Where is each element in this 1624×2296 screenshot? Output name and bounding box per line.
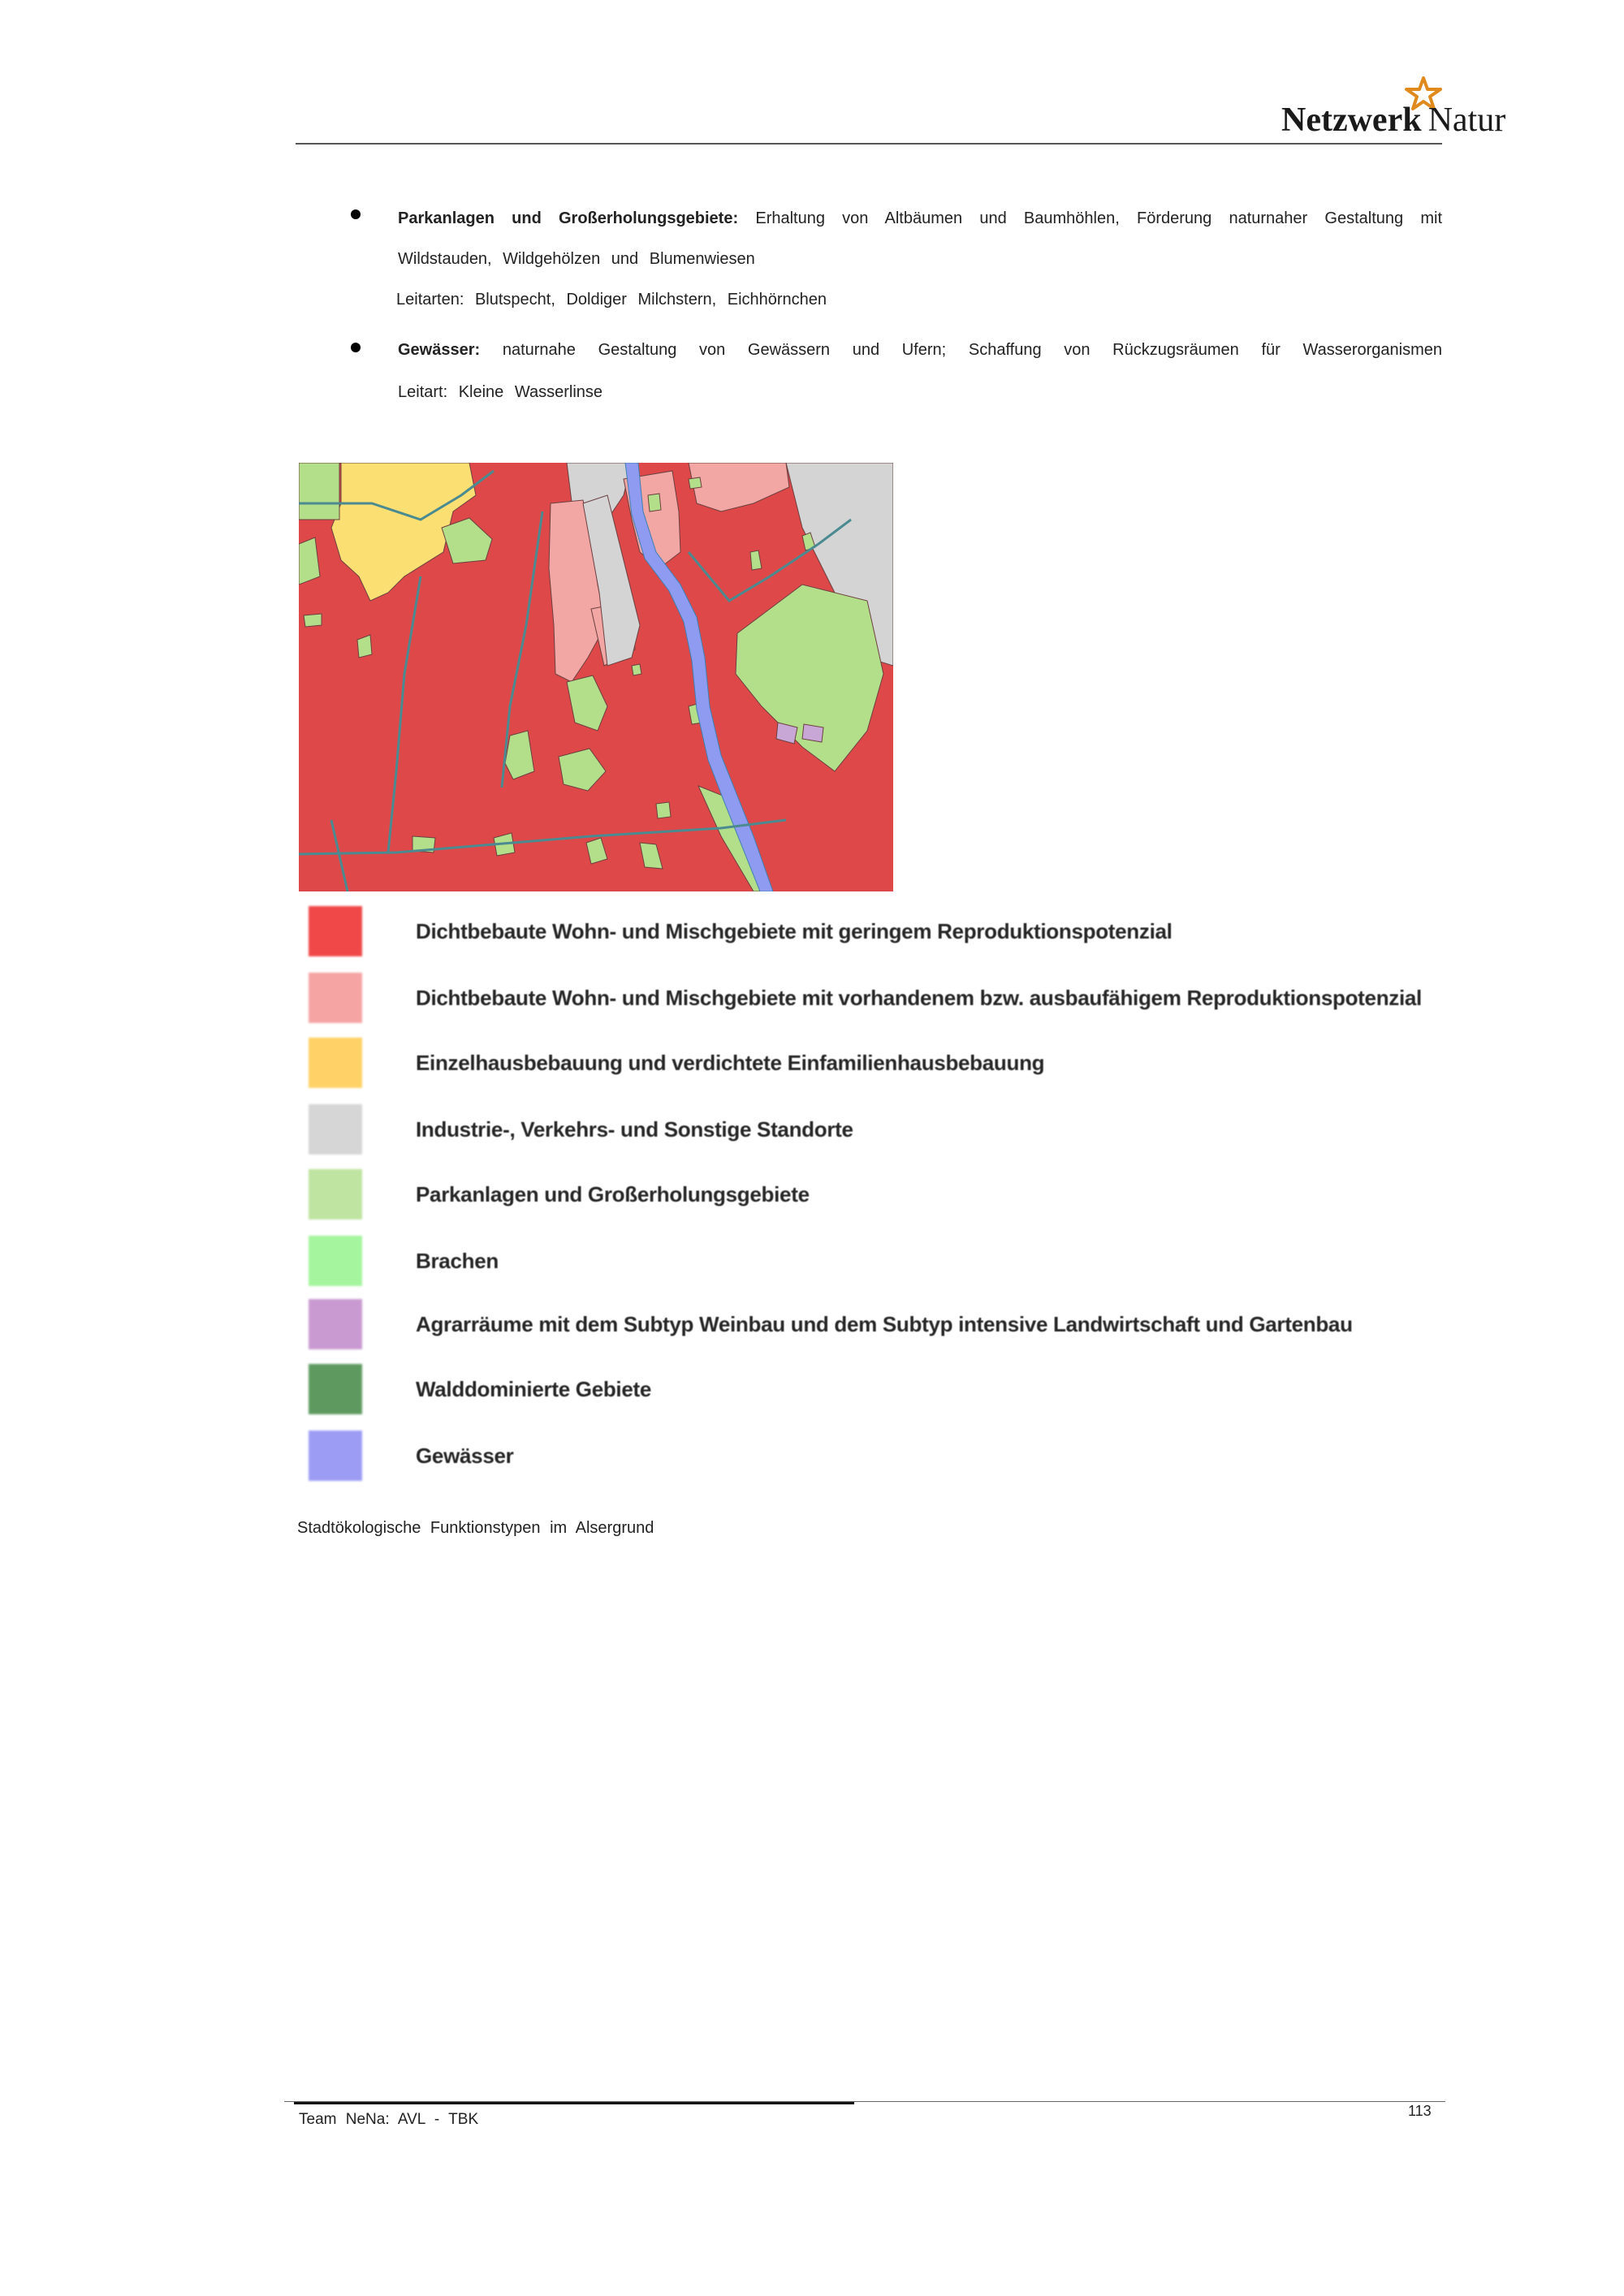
map-agrar-area xyxy=(802,724,823,742)
bullet-1-line-2: Wildstauden, Wildgehölzen und Blumenwiesen xyxy=(398,250,755,268)
legend-label: Industrie-, Verkehrs- und Sonstige Standorte xyxy=(416,1117,853,1142)
bullet-1-text: Erhaltung von Altbäumen und Baumhöhlen, Förderung naturnaher Gestaltung mit xyxy=(755,209,1443,227)
legend-label: Einzelhausbebauung und verdichtete Einfamilienhausbebauung xyxy=(416,1051,1045,1075)
bullet-1-lead: Parkanlagen und Großerholungsgebiete: xyxy=(398,209,739,227)
figure-caption: Stadtökologische Funktionstypen im Alsergrund xyxy=(297,1519,654,1537)
legend-item xyxy=(309,1364,1445,1416)
map-park-area xyxy=(656,802,671,818)
bullet-1-line-1 xyxy=(398,208,1442,229)
bullet-2-species: Leitart: Kleine Wasserlinse xyxy=(398,383,603,401)
legend-item xyxy=(309,973,1445,1025)
footer-team: Team NeNa: AVL - TBK xyxy=(299,2111,479,2128)
legend-label: Dichtbebaute Wohn- und Mischgebiete mit vorhandenem bzw. ausbaufähigem Reproduktionspotenzial xyxy=(416,986,1422,1010)
map-park-area xyxy=(299,463,339,520)
bullet-2-line-1 xyxy=(398,339,1442,360)
map-park-area xyxy=(648,494,661,511)
legend-label: Parkanlagen und Großerholungsgebiete xyxy=(416,1182,810,1206)
legend-swatch xyxy=(309,1299,362,1349)
bullet-dot xyxy=(351,209,361,219)
legend-swatch xyxy=(309,973,362,1023)
brand-logo xyxy=(1281,101,1505,140)
bullet-1-species: Leitarten: Blutspecht, Doldiger Milchstern, Eichhörnchen xyxy=(396,291,827,309)
legend-label: Walddominierte Gebiete xyxy=(416,1377,652,1401)
legend-label: Dichtbebaute Wohn- und Mischgebiete mit geringem Reproduktionspotenzial xyxy=(416,919,1173,943)
legend-swatch xyxy=(309,906,362,956)
legend-swatch xyxy=(309,1236,362,1286)
legend-swatch xyxy=(309,1104,362,1154)
legend-swatch xyxy=(309,1169,362,1219)
legend-label: Gewässer xyxy=(416,1444,514,1468)
logo-bold-text: Netzwerk xyxy=(1281,101,1422,139)
legend-swatch xyxy=(309,1431,362,1481)
legend-item xyxy=(309,1431,1445,1482)
legend-item xyxy=(309,1169,1445,1221)
legend-swatch xyxy=(309,1038,362,1088)
footer-rule-thick xyxy=(294,2102,854,2104)
header-rule xyxy=(296,143,1442,145)
legend-label: Brachen xyxy=(416,1249,499,1273)
legend-label: Agrarräume mit dem Subtyp Weinbau und dem Subtyp intensive Landwirtschaft und Gartenbau xyxy=(416,1312,1353,1336)
bullet-2-text: naturnahe Gestaltung von Gewässern und Ufern; Schaffung von Rückzugsräumen für Wasserorganismen xyxy=(502,341,1442,359)
legend-item xyxy=(309,1104,1445,1156)
bullet-dot xyxy=(351,343,361,352)
legend-swatch xyxy=(309,1364,362,1414)
district-map xyxy=(299,463,893,891)
header xyxy=(0,0,1624,146)
logo-regular-text: Natur xyxy=(1427,101,1506,139)
legend-item xyxy=(309,906,1445,958)
map-park-area xyxy=(632,664,641,675)
bullet-2-lead: Gewässer: xyxy=(398,341,481,359)
legend-item xyxy=(309,1236,1445,1288)
map-park-area xyxy=(689,477,702,489)
map-park-area xyxy=(304,614,322,627)
legend-item xyxy=(309,1038,1445,1090)
legend-item xyxy=(309,1299,1445,1351)
page-number: 113 xyxy=(1408,2103,1432,2119)
